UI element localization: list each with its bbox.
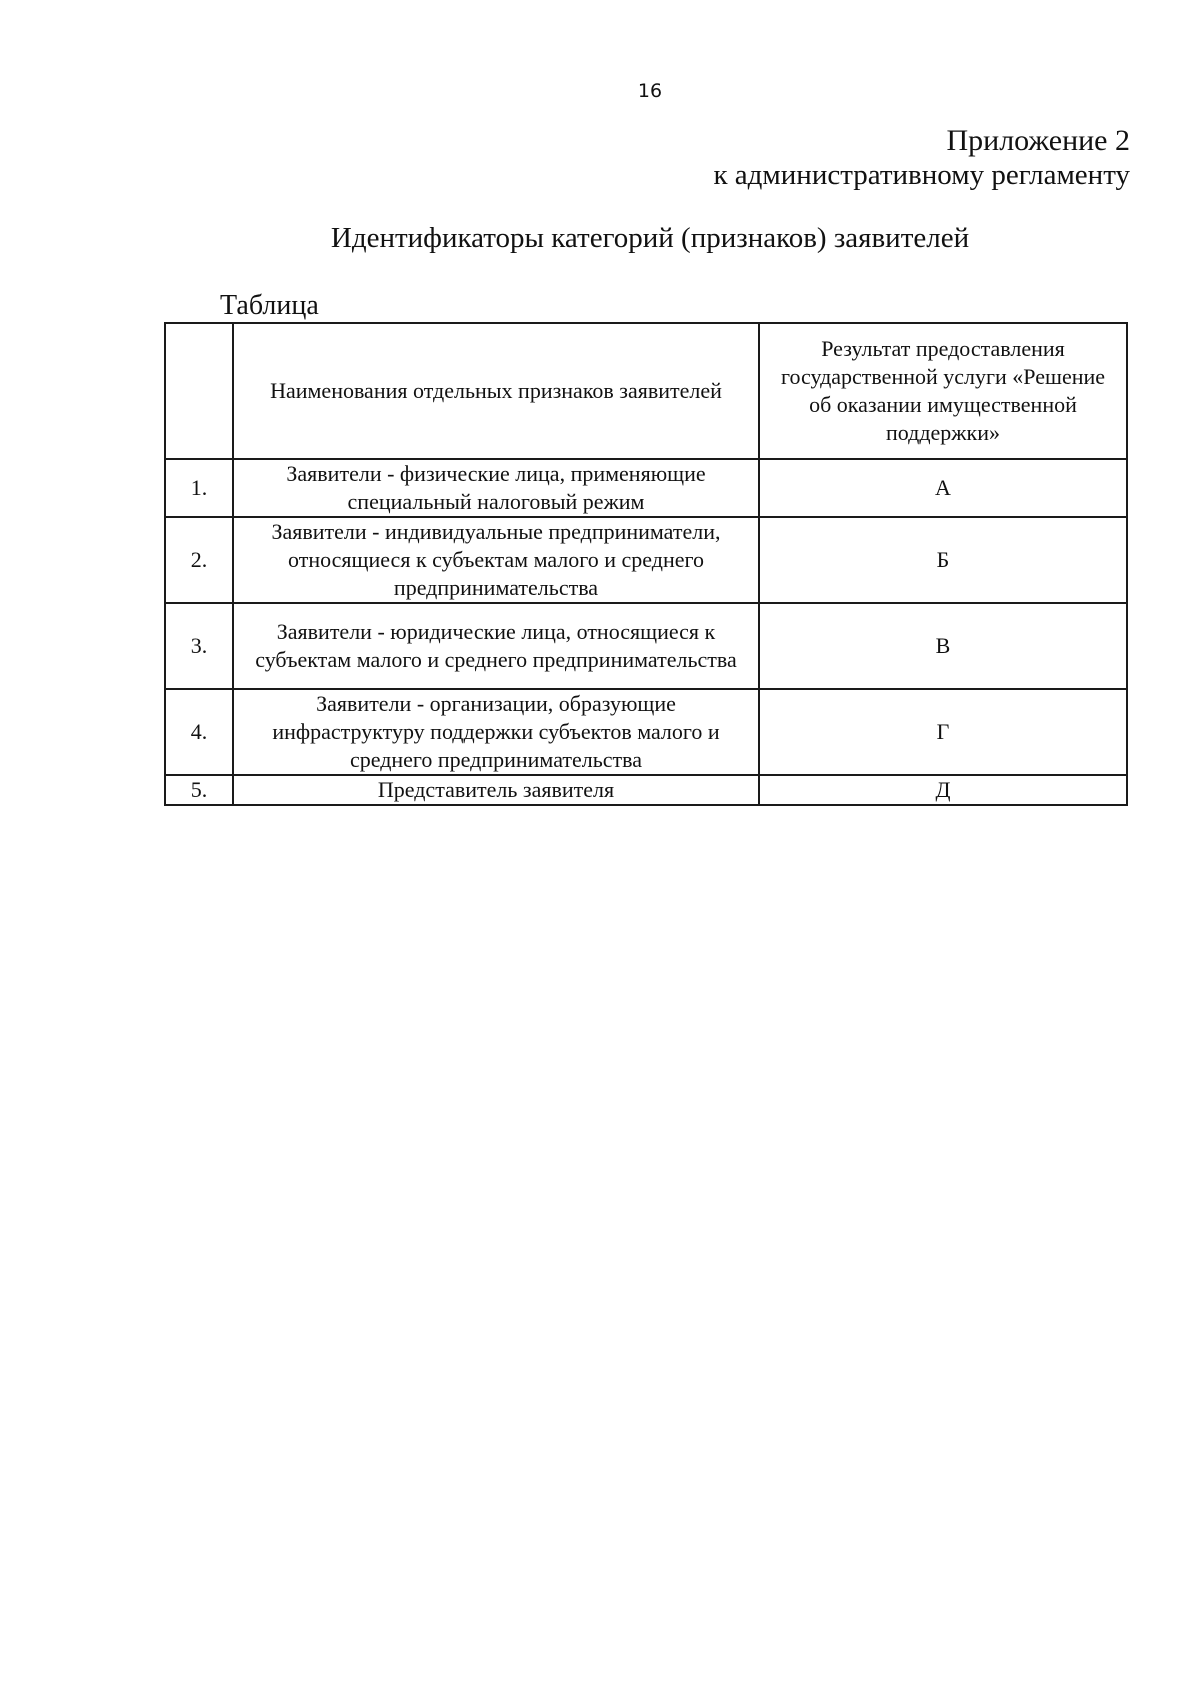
row-name: Заявители - физические лица, применяющие специальный налоговый режим [233,459,759,517]
row-name: Заявители - юридические лица, относящиеся к субъектам малого и среднего предпринимательства [233,603,759,689]
table-header-row [165,323,1127,459]
row-number: 4. [165,689,233,775]
table-row [165,603,1127,689]
document-title: Идентификаторы категорий (признаков) заявителей [330,222,970,254]
appendix-subtitle: к административному регламенту [713,159,1130,191]
header-number-cell [165,323,233,459]
applicant-categories-table [164,322,1128,806]
header-name-cell: Наименования отдельных признаков заявителей [233,323,759,459]
row-number: 2. [165,517,233,603]
row-number: 1. [165,459,233,517]
appendix-header [713,124,1130,192]
table-row [165,517,1127,603]
row-result: Д [759,775,1127,805]
header-result-cell: Результат предоставления государственной услуги «Решение об оказании имущественной поддержки» [759,323,1127,459]
table-row [165,689,1127,775]
row-name: Представитель заявителя [233,775,759,805]
row-number: 3. [165,603,233,689]
row-result: Г [759,689,1127,775]
appendix-title: Приложение 2 [946,124,1130,157]
row-name: Заявители - организации, образующие инфраструктуру поддержки субъектов малого и среднего предпринимательства [233,689,759,775]
row-name: Заявители - индивидуальные предприниматели, относящиеся к субъектам малого и среднего предпринимательства [233,517,759,603]
page-number: 16 [637,80,663,102]
row-result: А [759,459,1127,517]
table-row [165,775,1127,805]
table-caption: Таблица [220,290,319,321]
table-row [165,459,1127,517]
row-number: 5. [165,775,233,805]
row-result: В [759,603,1127,689]
row-result: Б [759,517,1127,603]
